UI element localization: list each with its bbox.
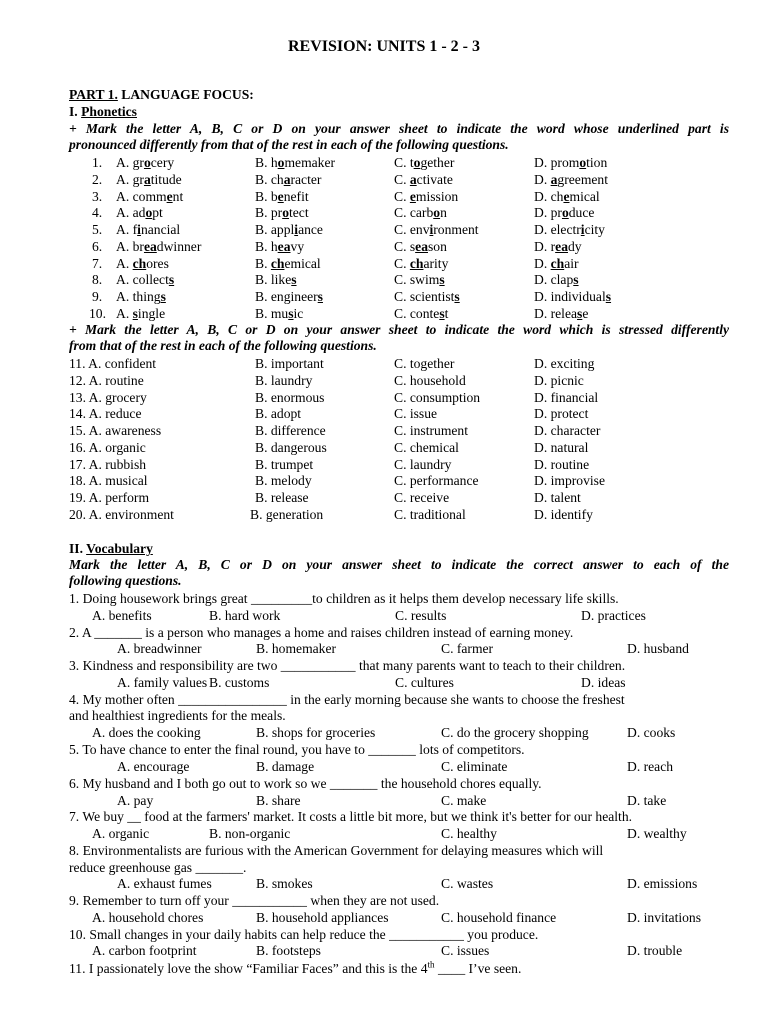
option-d: D. natural (534, 439, 589, 455)
question-text: reduce greenhouse gas _______. (69, 860, 247, 875)
option-d (534, 239, 582, 255)
underlined-part: o (579, 155, 587, 170)
option-d: D. improvise (534, 473, 605, 489)
option-text: city (584, 222, 605, 237)
option-d: D. wealthy (627, 826, 687, 841)
vocabulary-heading (69, 541, 729, 557)
option-a: A. breadwinner (117, 641, 202, 656)
option-c: C. make (441, 793, 487, 808)
underlined-part: o (433, 205, 441, 221)
option-text: son (428, 238, 447, 254)
option-a: A. organic (92, 826, 150, 841)
option-b: B. important (255, 356, 324, 371)
part1-title: LANGUAGE FOCUS: (117, 87, 254, 102)
option-c (394, 289, 460, 305)
option-a (116, 172, 182, 188)
option-a: A. household chores (92, 910, 204, 925)
section-name: Phonetics (81, 104, 137, 119)
option-d: D. husband (627, 641, 689, 656)
underlined-part: o (143, 155, 151, 170)
part1-heading (69, 87, 729, 103)
option-d: D. take (627, 793, 667, 808)
underlined-part: o (282, 205, 289, 221)
instruction-line: from that of the rest in each of the following questions. (69, 338, 377, 353)
option-d (534, 172, 608, 188)
option-d: D. talent (534, 490, 581, 505)
underlined-part: e (563, 188, 570, 204)
option-c: C. receive (394, 490, 450, 505)
option-text: n (440, 205, 447, 221)
option-text: B. engineer (255, 289, 318, 304)
question-text: 4. My mother often ________________ in the early morning because she wants to choose the freshest (69, 692, 625, 707)
option-a: A. does the cooking (92, 725, 201, 740)
option-text: B. (255, 255, 271, 271)
option-c: C. together (394, 356, 455, 371)
question-number: 8. (92, 272, 103, 288)
option-b: B. share (256, 793, 301, 808)
instruction-line: + Mark the letter A, B, C or D on your answer sheet to indicate the word which is stressed differently (69, 322, 729, 337)
option-d (534, 306, 588, 322)
option-d: D. identify (534, 506, 593, 522)
option-a: 14. A. reduce (69, 406, 142, 422)
option-text: ronment (433, 222, 479, 237)
underlined-part: e (409, 188, 416, 204)
underlined-part: ea (555, 238, 568, 254)
option-text: A. (116, 305, 133, 321)
option-b (255, 239, 304, 255)
option-d: D. ideas (581, 675, 626, 690)
option-text: memaker (284, 155, 336, 170)
option-text: cery (150, 155, 175, 170)
option-text: dy (568, 238, 582, 254)
option-a (116, 155, 174, 171)
option-text: B. h (255, 238, 278, 254)
option-text: C. conte (394, 305, 440, 321)
option-text: B. appl (255, 222, 295, 237)
question-number: 9. (92, 289, 103, 304)
instruction-line: + Mark the letter A, B, C or D on your answer sheet to indicate the word whose underlined part is (69, 121, 729, 136)
underlined-part: ea (277, 238, 291, 254)
option-text: A. ad (116, 205, 146, 221)
option-text: pt (152, 205, 163, 221)
option-a: 18. A. musical (69, 473, 148, 489)
option-d: D. exciting (534, 356, 595, 371)
option-b: B. non-organic (209, 826, 291, 841)
option-b (255, 306, 303, 322)
underlined-part: s (439, 305, 445, 321)
part1-label: PART 1. (69, 87, 118, 102)
option-b: B. smokes (256, 876, 313, 891)
option-c (394, 172, 453, 188)
option-text: B. mu (255, 305, 289, 321)
option-a (116, 256, 169, 272)
option-text: nt (172, 188, 184, 204)
question-text (69, 961, 729, 977)
option-text: C. swim (394, 272, 440, 288)
option-text: D. ch (534, 188, 564, 204)
option-b (255, 205, 309, 221)
option-text: mission (415, 188, 459, 204)
option-b: B. laundry (255, 372, 313, 388)
option-d: D. protect (534, 406, 589, 422)
option-b: B. enormous (255, 389, 325, 405)
option-d (534, 222, 605, 238)
option-text: C. env (394, 222, 430, 237)
option-b: B. release (255, 490, 309, 505)
option-a (116, 289, 166, 305)
option-c: C. results (395, 608, 447, 623)
section-name: Vocabulary (86, 541, 153, 556)
option-c: C. do the grocery shopping (441, 725, 589, 740)
question-text: 10. Small changes in your daily habits can help reduce the ___________ you produce. (69, 927, 539, 942)
question-number: 6. (92, 238, 103, 254)
option-text: tion (586, 155, 608, 170)
option-c: C. consumption (394, 389, 481, 405)
underlined-part: s (454, 289, 460, 304)
option-a: 17. A. rubbish (69, 456, 147, 472)
option-text: A. collect (116, 272, 169, 288)
underlined-part: ch (132, 255, 147, 271)
option-text: ctivate (416, 171, 453, 187)
option-d: D. emissions (627, 876, 698, 891)
option-text: C. carb (394, 205, 434, 221)
option-text: A. gr (116, 155, 144, 170)
option-a: A. carbon footprint (92, 943, 197, 958)
option-b (255, 155, 335, 171)
option-b: B. shops for groceries (256, 725, 376, 740)
question-number: 10. (89, 305, 106, 321)
option-text: D. (534, 255, 551, 271)
underlined-part: a (409, 171, 417, 187)
option-text: D. pr (534, 205, 562, 221)
option-text: D. prom (534, 155, 580, 170)
option-b (255, 256, 321, 272)
underlined-part: s (577, 305, 583, 321)
option-text: ic (293, 305, 304, 321)
underlined-part: s (291, 272, 297, 288)
question-number: 1. (92, 155, 103, 170)
question-text: and healthiest ingredients for the meals. (69, 708, 286, 723)
option-c: C. healthy (441, 826, 497, 841)
option-a: A. pay (117, 793, 154, 808)
option-c: C. eliminate (441, 759, 508, 774)
option-b: B. damage (256, 759, 315, 774)
option-b (255, 189, 309, 205)
option-text: ingle (137, 305, 166, 321)
option-b: B. household appliances (256, 910, 389, 925)
option-c (394, 205, 447, 221)
underlined-part: a (143, 171, 151, 187)
option-d: D. routine (534, 456, 590, 472)
option-c: C. issue (394, 406, 438, 422)
option-text: C. (394, 188, 410, 204)
underlined-part: ch (270, 255, 285, 271)
option-text: B. ch (255, 171, 284, 187)
option-d (534, 289, 611, 305)
underlined-part: ea (143, 238, 157, 254)
underlined-part: ch (550, 255, 565, 271)
underlined-part: e (277, 188, 284, 204)
option-d: D. character (534, 423, 601, 438)
option-b: B. hard work (209, 608, 281, 623)
underlined-part: i (294, 222, 299, 237)
option-text: arity (423, 255, 449, 271)
ordinal-suffix: th (427, 959, 435, 970)
instruction-line: pronounced differently from that of the rest in each of the following questions. (69, 137, 509, 152)
option-b: B. customs (209, 675, 270, 690)
option-c: C. farmer (441, 641, 494, 656)
option-a: A. encourage (117, 759, 190, 774)
question-text: 6. My husband and I both go out to work so we _______ the household chores equally. (69, 776, 542, 791)
instruction-line: following questions. (69, 573, 182, 588)
question-text-end: ____ I’ve seen. (434, 961, 522, 976)
option-text: A. gr (116, 171, 144, 187)
option-text: C. s (394, 238, 416, 254)
question-number: 7. (92, 255, 103, 271)
option-c: C. laundry (394, 456, 452, 472)
question-number: 4. (92, 205, 103, 221)
option-a (116, 306, 165, 322)
underlined-part: ea (415, 238, 428, 254)
option-text: t (444, 305, 449, 321)
option-a (116, 239, 201, 255)
question-text: 3. Kindness and responsibility are two ___________ that many parents want to teach to their children. (69, 658, 626, 673)
underlined-part: i (137, 222, 141, 237)
option-b (255, 222, 323, 238)
option-text: D. individual (534, 289, 606, 304)
section-number: II. (69, 541, 87, 556)
option-b: B. footsteps (256, 943, 321, 958)
option-text: C. (394, 255, 410, 271)
option-a (116, 222, 180, 238)
underlined-part: s (439, 272, 445, 288)
option-a: A. benefits (92, 608, 152, 623)
instruction-line: Mark the letter A, B, C or D on your answer sheet to indicate the correct answer to each of the (69, 557, 729, 572)
option-a: 11. A. confident (69, 356, 157, 371)
option-text: B. like (255, 272, 292, 288)
option-b: B. trumpet (255, 456, 314, 472)
option-text: mical (569, 188, 600, 204)
phonetics-heading (69, 104, 729, 120)
option-c: C. instrument (394, 423, 469, 438)
option-text: titude (150, 171, 182, 187)
underlined-part: i (580, 222, 585, 237)
underlined-part: a (283, 171, 291, 187)
option-text: A. comm (116, 188, 167, 204)
underlined-part: ch (409, 255, 424, 271)
underlined-part: s (288, 305, 294, 321)
option-text: ance (298, 222, 323, 237)
option-d: D. cooks (627, 725, 676, 740)
question-text: 7. We buy __ food at the farmers' market. It costs a little bit more, but we think it's better for our health. (69, 809, 633, 824)
question-number: 5. (92, 222, 103, 237)
option-text: A. f (116, 222, 138, 237)
option-c: C. traditional (394, 506, 466, 522)
option-text: D. electr (534, 222, 581, 237)
option-b (255, 289, 323, 305)
option-d: D. reach (627, 759, 674, 774)
underlined-part: i (429, 222, 434, 237)
option-b (255, 172, 321, 188)
question-text: 2. A _______ is a person who manages a home and raises children instead of earning money. (69, 625, 574, 640)
option-c: C. wastes (441, 876, 494, 891)
option-text: D. relea (534, 305, 578, 321)
option-a: 16. A. organic (69, 439, 146, 455)
underlined-part: s (132, 305, 138, 321)
option-text: racter (290, 171, 322, 187)
underlined-part: e (166, 188, 173, 204)
underlined-part: s (168, 272, 175, 288)
option-b: B. dangerous (255, 439, 327, 455)
question-text: 5. To have chance to enter the final round, you have to _______ lots of competitors. (69, 742, 525, 757)
question-text: 1. Doing housework brings great _________to children as it helps them develop necessary life skills. (69, 591, 619, 606)
option-text: vy (290, 238, 305, 254)
option-b: B. homemaker (256, 641, 337, 656)
option-text: B. pr (255, 205, 283, 221)
page-title: REVISION: UNITS 1 - 2 - 3 (287, 38, 481, 55)
option-text: greement (557, 171, 608, 187)
option-a: A. exhaust fumes (117, 876, 212, 891)
option-d (534, 272, 579, 288)
option-c: C. performance (394, 473, 479, 489)
option-text: gether (420, 155, 455, 170)
option-text: A. br (116, 238, 144, 254)
option-c (394, 272, 445, 288)
option-b: B. difference (255, 423, 326, 438)
option-text: D. (534, 171, 551, 187)
option-a: 12. A. routine (69, 372, 144, 388)
option-c (394, 155, 454, 171)
option-a: 19. A. perform (69, 490, 150, 505)
option-a (116, 189, 183, 205)
option-b: B. adopt (255, 406, 302, 422)
option-c (394, 306, 448, 322)
option-b: B. generation (250, 506, 324, 522)
option-text: C. scientist (394, 289, 455, 304)
option-c: C. household finance (441, 910, 557, 925)
option-c: C. household (394, 372, 466, 388)
underlined-part: o (145, 205, 153, 221)
option-a: 13. A. grocery (69, 389, 147, 405)
option-text: dwinner (156, 238, 202, 254)
option-b (255, 272, 297, 288)
option-d (534, 205, 594, 221)
option-d (534, 256, 579, 272)
option-c (394, 239, 447, 255)
option-text: e (582, 305, 589, 321)
question-text: 8. Environmentalists are furious with the American Government for delaying measures which will (69, 843, 604, 858)
option-d: D. financial (534, 389, 599, 405)
option-c (394, 222, 479, 238)
option-a: 20. A. environment (69, 506, 174, 522)
option-c (394, 189, 458, 205)
option-text: D. clap (534, 272, 574, 288)
option-text: nefit (283, 188, 309, 204)
option-text: duce (568, 205, 595, 221)
option-d: D. trouble (627, 943, 683, 958)
option-d: D. invitations (627, 910, 702, 925)
option-a: 15. A. awareness (69, 423, 162, 438)
option-a: A. family values (117, 675, 208, 690)
option-text: emical (284, 255, 321, 271)
option-d: D. picnic (534, 372, 584, 388)
option-text: nancial (140, 222, 181, 237)
underlined-part: o (277, 155, 285, 170)
option-b: B. melody (255, 473, 312, 489)
option-text: D. r (534, 238, 556, 254)
question-number: 2. (92, 171, 103, 187)
option-text: B. b (255, 188, 278, 204)
question-text-start: 11. I passionately love the show “Familiar Faces” and this is the 4 (69, 961, 428, 976)
option-text: A. (116, 255, 133, 271)
option-text: C. (394, 171, 410, 187)
option-text: A. thing (116, 289, 161, 304)
underlined-part: o (561, 205, 569, 221)
option-c: C. issues (441, 943, 490, 958)
option-text: C. t (394, 155, 414, 170)
option-text: B. h (255, 155, 278, 170)
section-number: I. (69, 104, 82, 119)
question-number: 3. (92, 188, 103, 204)
option-c: C. chemical (394, 439, 459, 455)
option-c: C. cultures (395, 675, 454, 690)
option-a (116, 205, 163, 221)
underlined-part: a (550, 171, 558, 187)
underlined-part: o (413, 155, 421, 170)
option-d (534, 155, 607, 171)
underlined-part: s (317, 289, 323, 304)
option-text: air (564, 255, 579, 271)
question-text: 9. Remember to turn off your ___________ when they are not used. (69, 893, 440, 908)
option-c (394, 256, 448, 272)
option-text: tect (288, 205, 309, 221)
option-d: D. practices (581, 608, 646, 623)
underlined-part: s (160, 289, 166, 304)
underlined-part: s (573, 272, 579, 288)
option-d (534, 189, 600, 205)
option-text: ores (146, 255, 169, 271)
option-a (116, 272, 174, 288)
underlined-part: s (605, 289, 612, 304)
